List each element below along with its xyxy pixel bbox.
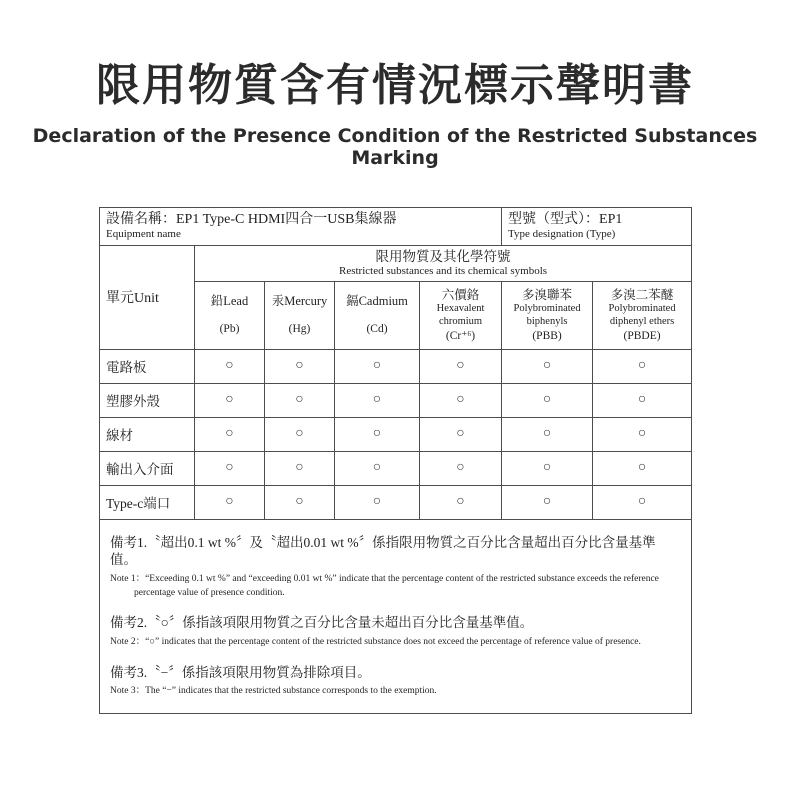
column-symbol: (Hg) — [288, 323, 311, 336]
page-title: 限用物質含有情況標示聲明書 — [96, 60, 694, 111]
column-en: Polybrominated biphenyls — [513, 303, 581, 327]
column-header-mercury — [265, 281, 335, 349]
substance-value-cell: ○ — [593, 349, 692, 383]
column-header-hexavalent-chromium — [420, 281, 502, 349]
substance-value-cell: ○ — [265, 383, 335, 417]
unit-header-cell — [100, 245, 195, 349]
type-designation-zh: 型號（型式）：EP1 — [508, 211, 623, 227]
table-row-io-interface — [100, 451, 692, 485]
column-symbol: (Cd) — [366, 323, 388, 336]
note-1-en: Note 1：“Exceeding 0.1 wt %” and “exceeding 0.01 wt %” indicate that the percentage content of the restricted substance exceeds the reference percentage value of presence condition. — [110, 573, 659, 598]
column-symbol: (Cr⁺⁶) — [445, 329, 476, 342]
substance-value-cell: ○ — [420, 417, 502, 451]
substance-value-cell: ○ — [502, 485, 593, 519]
substance-value-cell: ○ — [502, 349, 593, 383]
column-zh: 鉛Lead — [210, 293, 249, 308]
type-designation-cell — [502, 207, 692, 245]
note-2-en: Note 2：“○” indicates that the percentage content of the restricted substance does not exceed the percentage of reference value of presence. — [110, 636, 641, 647]
note-3-en: Note 3：The “−” indicates that the restricted substance corresponds to the exemption. — [110, 686, 437, 697]
substances-header-zh: 限用物質及其化學符號 — [375, 249, 511, 265]
note-2-zh: 備考2.〝○〞係指該項限用物質之百分比含量未超出百分比含量基準值。 — [110, 615, 534, 631]
substance-value-cell: ○ — [502, 383, 593, 417]
substances-header-cell — [195, 245, 692, 281]
column-symbol: (PBDE) — [623, 329, 661, 342]
substance-value-cell: ○ — [335, 383, 420, 417]
substance-value-cell: ○ — [265, 451, 335, 485]
substance-value-cell: ○ — [335, 417, 420, 451]
column-en: Polybrominated diphenyl ethers — [608, 303, 676, 327]
column-en — [198, 309, 261, 322]
substance-value-cell: ○ — [335, 451, 420, 485]
substance-value-cell: ○ — [593, 451, 692, 485]
row-label: 線材 — [100, 417, 195, 451]
notes-row — [100, 519, 692, 713]
type-designation-en: Type designation (Type) — [508, 228, 616, 241]
note-2 — [110, 614, 681, 649]
row-label: 塑膠外殼 — [100, 383, 195, 417]
substance-value-cell: ○ — [265, 485, 335, 519]
substance-value-cell: ○ — [265, 349, 335, 383]
column-zh: 鎘Cadmium — [346, 293, 408, 308]
equipment-name-cell — [100, 207, 502, 245]
note-3-zh: 備考3.〝−〞係指該項限用物質為排除項目。 — [110, 664, 371, 680]
table-row-circuit-board — [100, 349, 692, 383]
substance-value-cell: ○ — [593, 485, 692, 519]
column-symbol: (PBB) — [532, 329, 562, 342]
substance-value-cell: ○ — [420, 349, 502, 383]
column-header-cadmium — [335, 281, 420, 349]
substance-value-cell: ○ — [593, 383, 692, 417]
column-header-pbde — [593, 281, 692, 349]
substance-value-cell: ○ — [195, 485, 265, 519]
column-header-pbb — [502, 281, 593, 349]
substance-value-cell: ○ — [335, 349, 420, 383]
note-3 — [110, 664, 681, 699]
table-row-type-c-port — [100, 485, 692, 519]
substance-value-cell: ○ — [195, 451, 265, 485]
column-en — [268, 309, 331, 322]
page-subtitle: Declaration of the Presence Condition of the Restricted Substances Marking — [32, 124, 758, 169]
substance-value-cell: ○ — [195, 349, 265, 383]
column-zh: 多溴聯苯 — [522, 287, 573, 302]
column-zh: 汞Mercury — [271, 293, 328, 308]
substance-value-cell: ○ — [420, 451, 502, 485]
notes-cell — [100, 519, 692, 713]
substances-header-en: Restricted substances and its chemical symbols — [339, 264, 548, 277]
substance-value-cell: ○ — [420, 383, 502, 417]
unit-header-label: 單元Unit — [106, 291, 159, 307]
column-en — [338, 309, 416, 322]
table-row-plastic-shell — [100, 383, 692, 417]
substances-header-row — [100, 245, 692, 281]
substance-value-cell: ○ — [335, 485, 420, 519]
row-label: Type-c端口 — [100, 485, 195, 519]
column-header-lead — [195, 281, 265, 349]
substance-value-cell: ○ — [265, 417, 335, 451]
substance-value-cell: ○ — [195, 383, 265, 417]
equipment-name-en: Equipment name — [106, 228, 181, 241]
column-en: Hexavalent chromium — [436, 303, 485, 327]
note-1 — [110, 534, 681, 601]
column-zh: 多溴二苯醚 — [610, 287, 674, 302]
restricted-substances-table — [99, 207, 692, 714]
substance-value-cell: ○ — [195, 417, 265, 451]
table-row-cable — [100, 417, 692, 451]
equipment-name-zh: 設備名稱：EP1 Type-C HDMI四合一USB集線器 — [106, 211, 397, 227]
equipment-row — [100, 207, 692, 245]
substance-value-cell: ○ — [502, 451, 593, 485]
row-label: 電路板 — [100, 349, 195, 383]
declaration-table — [99, 207, 691, 714]
row-label: 輸出入介面 — [100, 451, 195, 485]
substance-value-cell: ○ — [502, 417, 593, 451]
substance-value-cell: ○ — [420, 485, 502, 519]
note-1-zh: 備考1.〝超出0.1 wt %〞及〝超出0.01 wt %〞係指限用物質之百分比含量超出百分比含量基準值。 — [110, 534, 656, 568]
column-symbol: (Pb) — [219, 323, 240, 336]
substance-value-cell: ○ — [593, 417, 692, 451]
column-zh: 六價鉻 — [441, 287, 480, 302]
